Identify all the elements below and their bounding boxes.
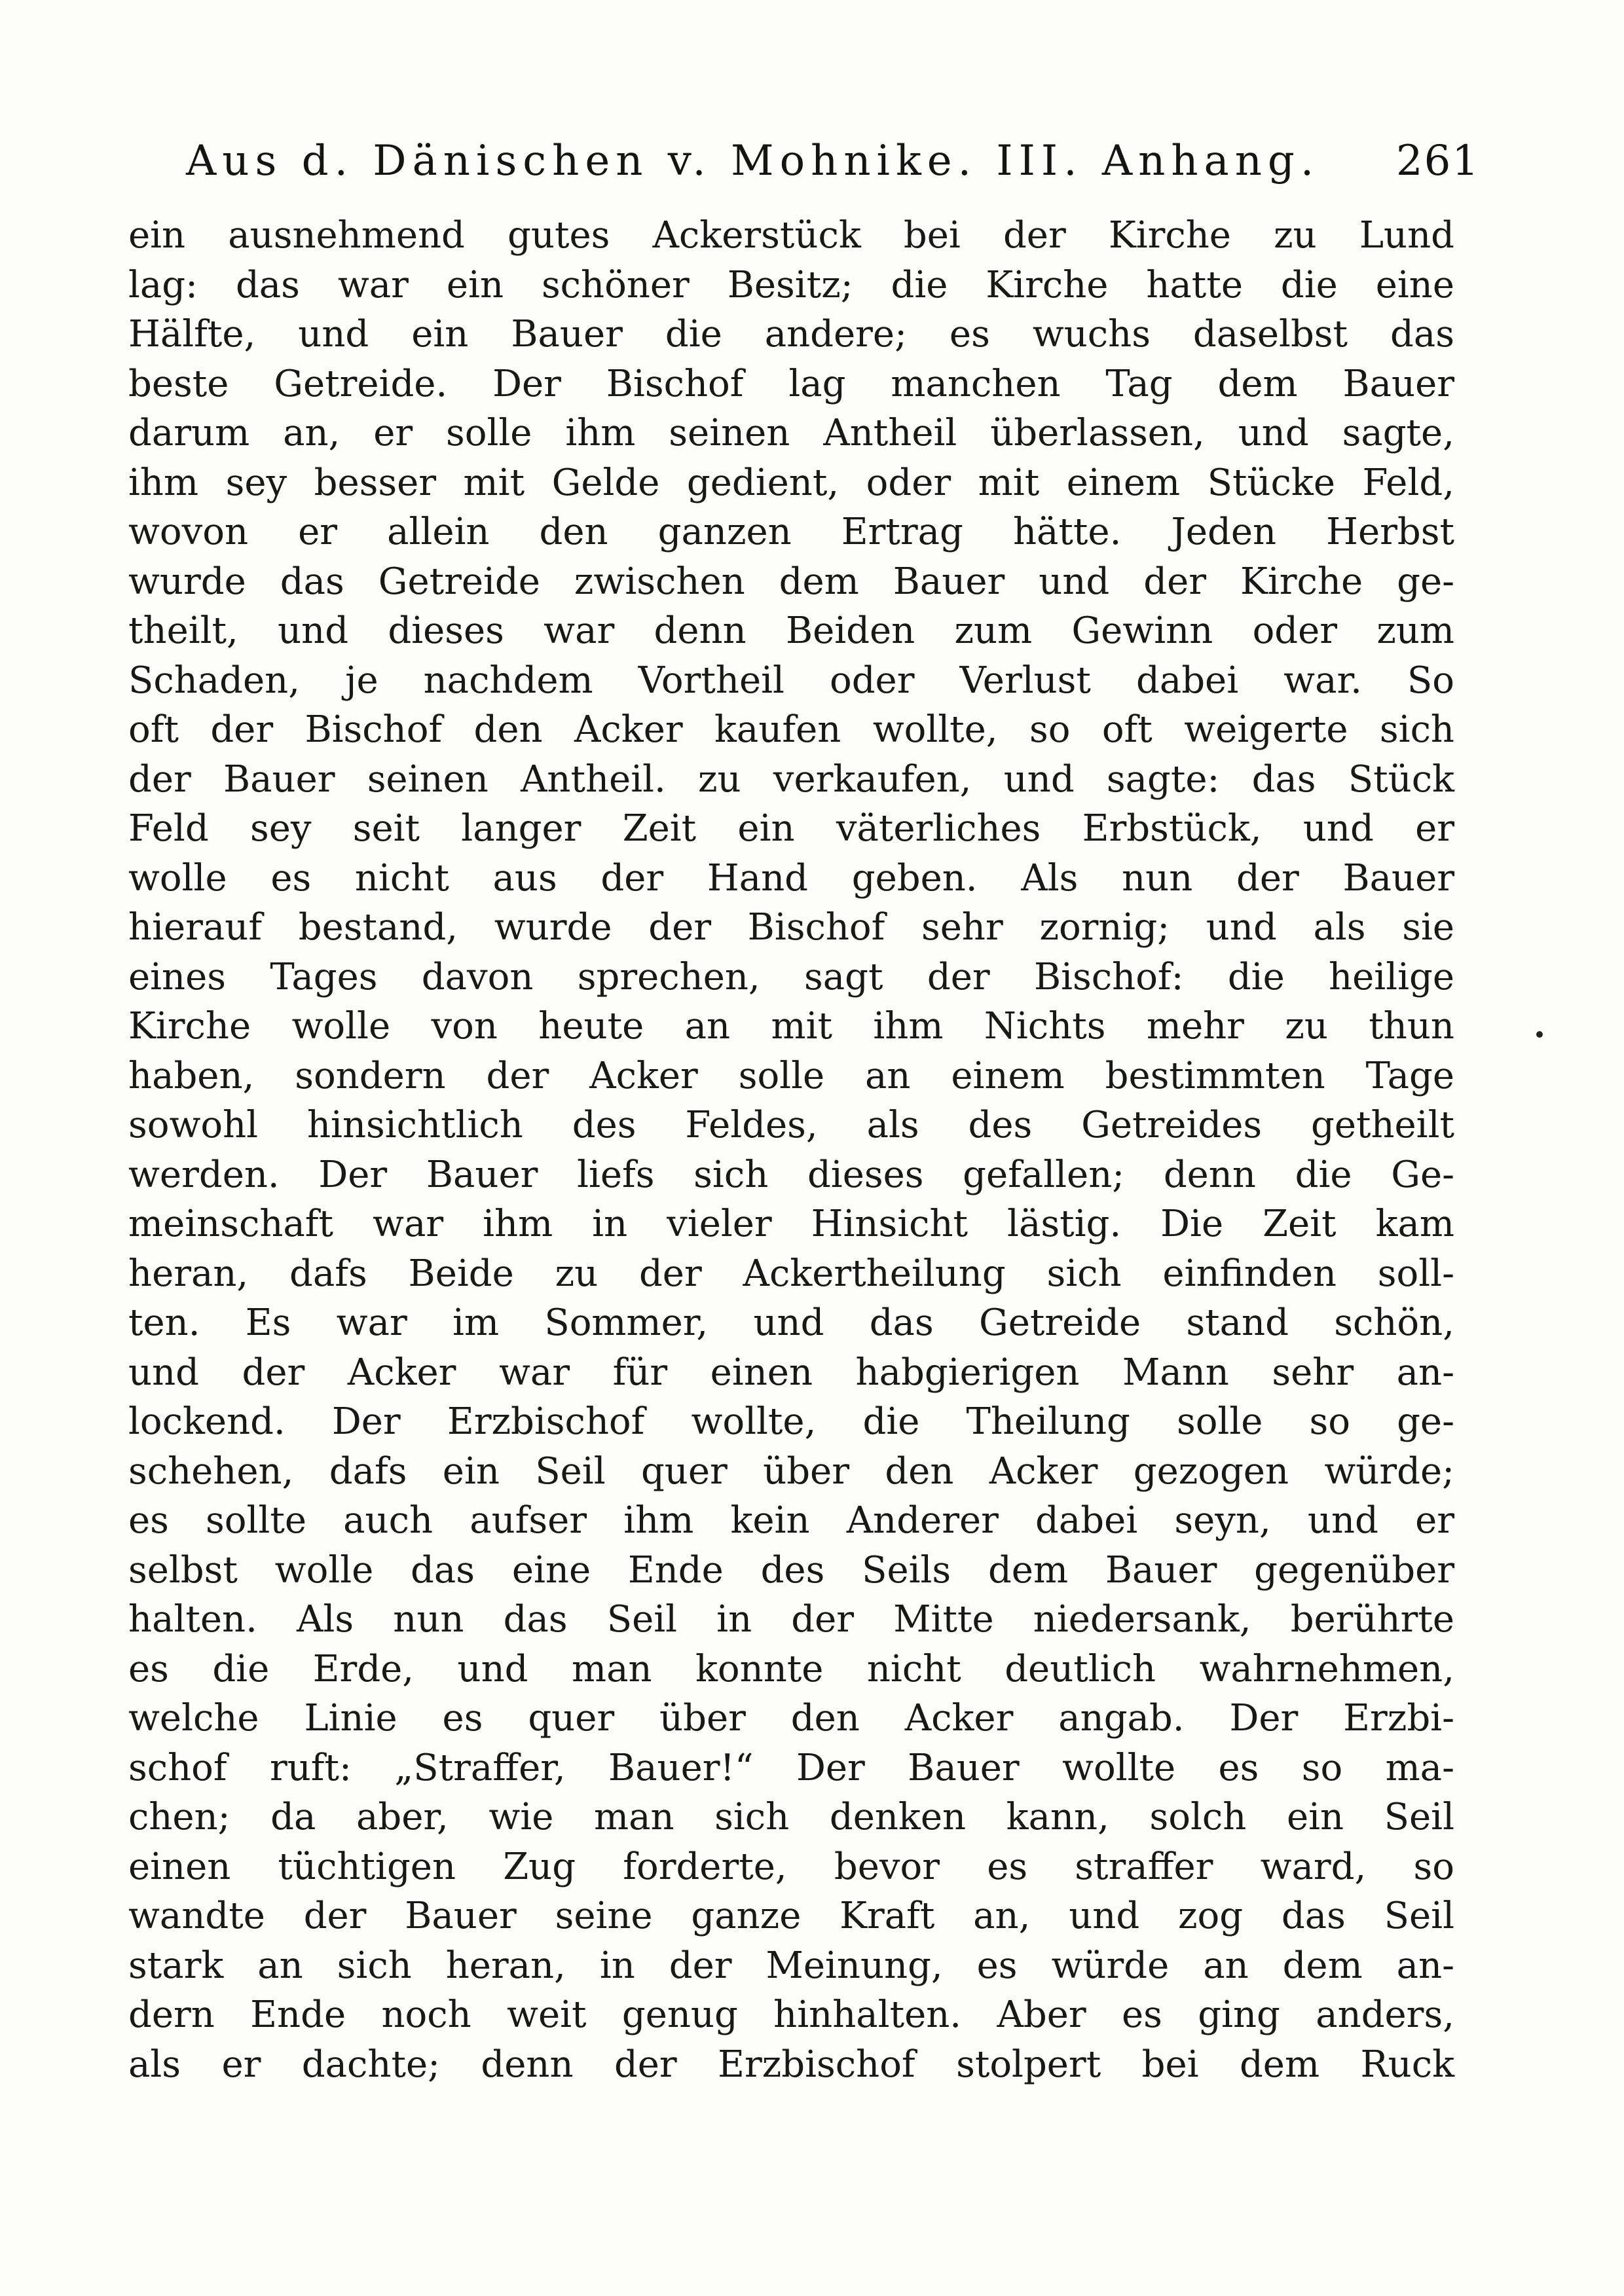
text-line: theilt, und dieses war denn Beiden zum Gewinn oder zum [128, 610, 1454, 652]
text-line: schehen, dafs ein Seil quer über den Acker gezogen würde; [128, 1449, 1454, 1493]
text-line: Feld sey seit langer Zeit ein väterliches Erbstück, und er [128, 807, 1454, 850]
text-line: heran, dafs Beide zu der Ackertheilung sich einfinden soll- [128, 1252, 1454, 1295]
text-line: beste Getreide. Der Bischof lag manchen Tag dem Bauer [128, 362, 1454, 405]
text-line: wovon er allein den ganzen Ertrag hätte. Jeden Herbst [128, 511, 1454, 553]
text-line: chen; da aber, wie man sich denken kann, solch ein Seil [128, 1796, 1454, 1838]
text-line: ein ausnehmend gutes Ackerstück bei der Kirche zu Lund [128, 214, 1454, 257]
text-line: welche Linie es quer über den Acker angab. Der Erzbi- [128, 1697, 1454, 1740]
text-line: haben, sondern der Acker solle an einem bestimmten Tage [128, 1054, 1454, 1097]
text-line: werden. Der Bauer liefs sich dieses gefallen; denn die Ge- [128, 1153, 1454, 1196]
text-line: Hälfte, und ein Bauer die andere; es wuchs daselbst das [128, 313, 1454, 355]
text-line: schof ruft: „Straffer, Bauer!“ Der Bauer wollte es so ma- [128, 1746, 1454, 1789]
text-line: wolle es nicht aus der Hand geben. Als nun der Bauer [128, 856, 1454, 900]
page-header [177, 128, 1480, 200]
text-line: oft der Bischof den Acker kaufen wollte, so oft weigerte sich [128, 708, 1454, 751]
text-line: selbst wolle das eine Ende des Seils dem Bauer gegenüber [128, 1548, 1454, 1592]
text-line: dern Ende noch weit genug hinhalten. Aber es ging anders, [128, 1994, 1454, 2036]
ink-speck [1536, 1031, 1543, 1038]
text-line: der Bauer seinen Antheil. zu verkaufen, und sagte: das Stück [128, 757, 1454, 801]
text-line: als er dachte; denn der Erzbischof stolpert bei dem Ruck [128, 2043, 1454, 2086]
text-line: wandte der Bauer seine ganze Kraft an, und zog das Seil [128, 1895, 1454, 1937]
text-line: es die Erde, und man konnte nicht deutlich wahrnehmen, [128, 1647, 1454, 1690]
text-line: lag: das war ein schöner Besitz; die Kirche hatte die eine [128, 263, 1454, 306]
text-line: stark an sich heran, in der Meinung, es würde an dem an- [128, 1944, 1454, 1987]
text-line: Schaden, je nachdem Vortheil oder Verlust dabei war. So [128, 659, 1454, 702]
text-line: eines Tages davon sprechen, sagt der Bischof: die heilige [128, 955, 1454, 998]
text-line: halten. Als nun das Seil in der Mitte niedersank, berührte [128, 1598, 1454, 1641]
text-line: wurde das Getreide zwischen dem Bauer und der Kirche ge- [128, 560, 1454, 603]
text-line: lockend. Der Erzbischof wollte, die Theilung solle so ge- [128, 1400, 1454, 1443]
running-head: Aus d. Dänischen v. Mohnike. III. Anhang. [186, 137, 1320, 185]
text-line: und der Acker war für einen habgierigen Mann sehr an- [128, 1351, 1454, 1394]
text-line: meinschaft war ihm in vieler Hinsicht lästig. Die Zeit kam [128, 1203, 1454, 1245]
text-line: sowohl hinsichtlich des Feldes, als des Getreides getheilt [128, 1104, 1454, 1146]
text-line: darum an, er solle ihm seinen Antheil überlassen, und sagte, [128, 412, 1454, 454]
text-line: Kirche wolle von heute an mit ihm Nichts mehr zu thun [128, 1005, 1454, 1048]
text-line: hierauf bestand, wurde der Bischof sehr zornig; und als sie [128, 906, 1454, 949]
text-line: es sollte auch aufser ihm kein Anderer dabei seyn, und er [128, 1499, 1454, 1542]
text-line: ihm sey besser mit Gelde gedient, oder mit einem Stücke Feld, [128, 461, 1454, 504]
text-line: ten. Es war im Sommer, und das Getreide stand schön, [128, 1302, 1454, 1344]
text-line: einen tüchtigen Zug forderte, bevor es straffer ward, so [128, 1845, 1454, 1888]
page-number: 261 [1395, 137, 1480, 185]
body-text [128, 211, 1454, 2089]
